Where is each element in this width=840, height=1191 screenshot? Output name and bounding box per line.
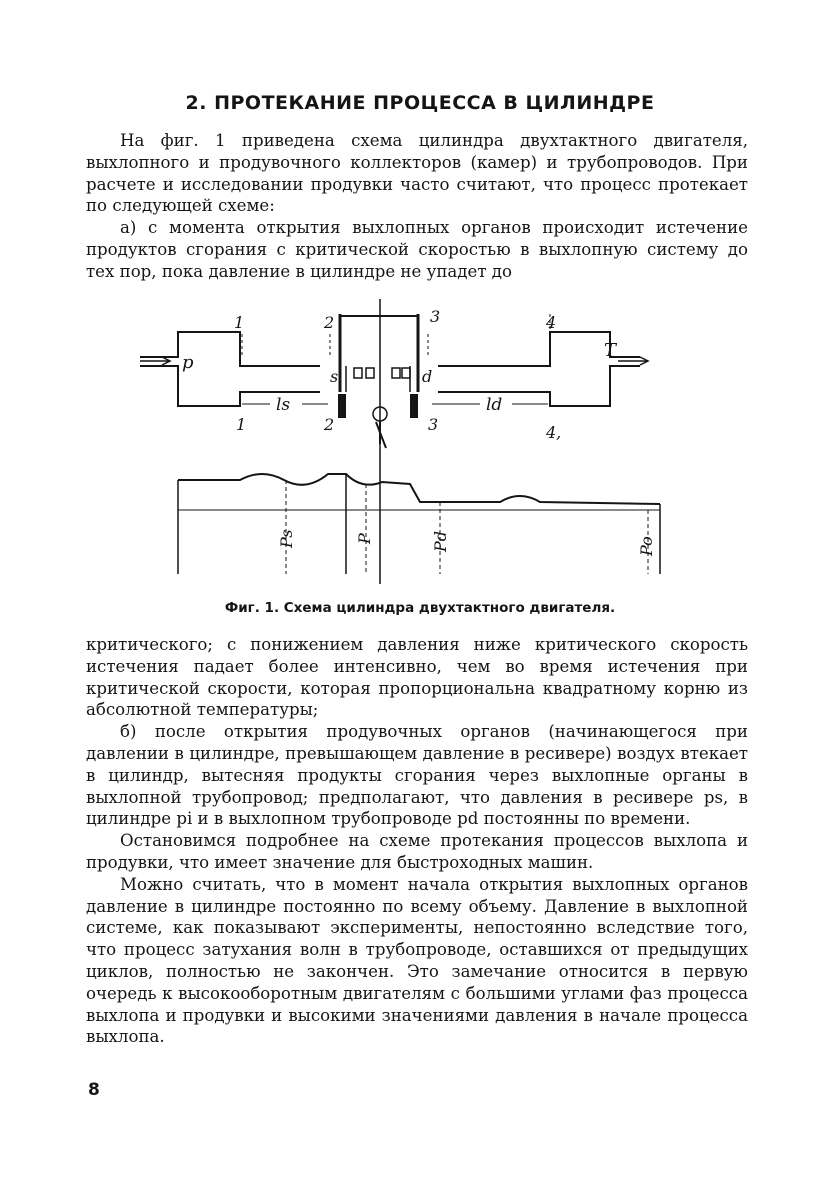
paragraph-intro: На фиг. 1 приведена схема цилиндра двухтактного двигателя, выхлопного и продувочного коллекторов (камер) и трубопроводов. При расчете и исследовании продувки часто считают, что процесс протекает по следующей схеме: xyxy=(86,131,748,216)
label-ps: Ps xyxy=(277,529,296,548)
label-d: d xyxy=(422,367,433,386)
paragraph-b: б) после открытия продувочных органов (начинающегося при давлении в цилиндре, превышающем давление в ресивере) воздух втекает в цилиндр, вытесняя продукты сгорания через выхлопные органы в выхлопной трубопровод; предполагают, что давления в ресивере ps, в цилиндре pi и в выхлопном трубопроводе pd постоянны по времени. xyxy=(86,722,748,829)
label-po: Po xyxy=(637,536,656,556)
paragraph-continuation: критического; с понижением давления ниже критического скорость истечения падает более интенсивно, чем во время истечения при критической скорости, которая пропорциональна квадратному корню из абсолютной температуры; xyxy=(86,635,748,720)
bottom-text-block xyxy=(86,634,748,1048)
label-4-top: 4 xyxy=(546,313,557,332)
label-3-top: 3 xyxy=(430,307,441,326)
label-2-bottom: 2 xyxy=(324,415,335,434)
label-ls: ls xyxy=(276,395,291,415)
page-number: 8 xyxy=(88,1080,100,1100)
section-title: 2. ПРОТЕКАНИЕ ПРОЦЕССА В ЦИЛИНДРЕ xyxy=(185,92,655,114)
label-pd: Pd xyxy=(431,530,450,552)
label-p: p xyxy=(182,352,194,373)
label-2-top: 2 xyxy=(324,313,335,332)
label-1-top: 1 xyxy=(234,313,245,332)
label-pi: P xyxy=(355,533,374,544)
label-1-bottom: 1 xyxy=(236,415,247,434)
label-3-bottom: 3 xyxy=(428,415,439,434)
paragraph-details: Остановимся подробнее на схеме протекания процессов выхлопа и продувки, что имеет значение для быстроходных машин. xyxy=(86,831,748,872)
label-ld: ld xyxy=(486,395,503,415)
top-text-block xyxy=(86,130,748,283)
paragraph-a: а) с момента открытия выхлопных органов происходит истечение продуктов сгорания с критической скоростью в выхлопную систему до тех пор, пока давление в цилиндре не упадет до xyxy=(86,218,748,281)
label-t: T xyxy=(604,340,617,361)
label-4-bottom: 4, xyxy=(546,423,562,442)
paragraph-exhaust: Можно считать, что в момент начала открытия выхлопных органов давление в цилиндре постоянно по всему объему. Давление в выхлопной системе, как показывают эксперименты, непостоянно вследствие того, что процесс затухания волн в трубопроводе, оставшихся от предыдущих циклов, полностью не закончен. Это замечание относится в первую очередь к высокооборотным двигателям с большими углами фаз процесса выхлопа и продувки и высокими значениями давления в начале процесса выхлопа. xyxy=(86,874,748,1047)
figure-caption: Фиг. 1. Схема цилиндра двухтактного двигателя. xyxy=(224,600,616,616)
label-s: s xyxy=(330,367,339,386)
engine-cylinder-diagram xyxy=(140,294,700,584)
